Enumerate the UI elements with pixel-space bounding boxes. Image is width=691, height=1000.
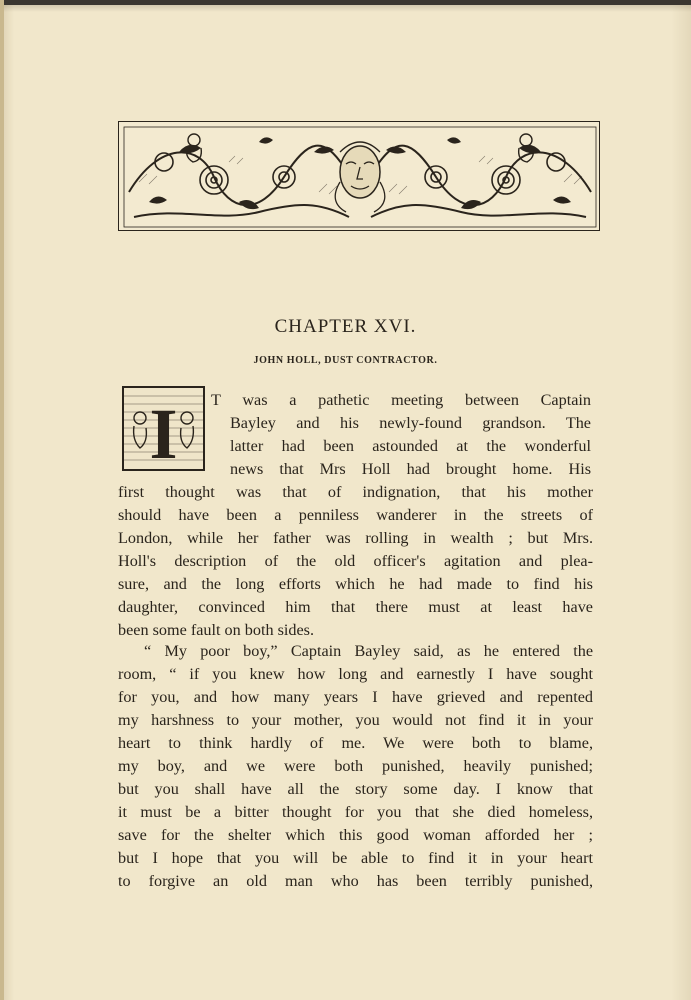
text-line: it must be a bitter thought for you that she died homeless, (118, 803, 593, 821)
drop-cap-ornament (124, 388, 203, 469)
chapter-subtitle: JOHN HOLL, DUST CONTRACTOR. (253, 355, 438, 366)
text-line: but you shall have all the story some day. I know that (118, 780, 593, 798)
text-line: my harshness to your mother, you would not find it in your (118, 711, 593, 729)
text-line: Bayley and his newly-found grandson. The (230, 414, 591, 432)
page-left-edge (0, 0, 4, 1000)
text-line: sure, and the long efforts which he had made to find his (118, 575, 593, 593)
text-line: to forgive an old man who has been terribly punished, (118, 872, 593, 890)
text-line: for you, and how many years I have grieved and repented (118, 688, 593, 706)
text-line: should have been a penniless wanderer in the streets of (118, 506, 593, 524)
text-line: latter had been astounded at the wonderful (230, 437, 591, 455)
text-line: London, while her father was rolling in wealth ; but Mrs. (118, 529, 593, 547)
drop-cap-letter: I (149, 394, 178, 469)
ornament-illustration (119, 122, 600, 231)
chapter-title: CHAPTER XVI. (274, 316, 417, 337)
text-line: room, “ if you knew how long and earnestly I have sought (118, 665, 593, 683)
text-line: Holl's description of the old officer's agitation and plea- (118, 552, 593, 570)
text-line: heart to think hardly of me. We were both to blame, (118, 734, 593, 752)
text-line: news that Mrs Holl had brought home. His (230, 460, 591, 478)
decorative-banner (118, 121, 600, 231)
page-top-edge (0, 0, 691, 5)
text-line: been some fault on both sides. (118, 621, 315, 639)
text-line: “ My poor boy,” Captain Bayley said, as he entered the (144, 642, 593, 660)
text-line: save for the shelter which this good woman afforded her ; (118, 826, 593, 844)
drop-cap-illustration (122, 386, 205, 471)
text-line: daughter, convinced him that there must at least have (118, 598, 593, 616)
text-line: my boy, and we were both punished, heavily punished; (118, 757, 593, 775)
text-line: first thought was that of indignation, that his mother (118, 483, 593, 501)
text-line: but I hope that you will be able to find it in your heart (118, 849, 593, 867)
text-line: T was a pathetic meeting between Captain (211, 391, 591, 409)
